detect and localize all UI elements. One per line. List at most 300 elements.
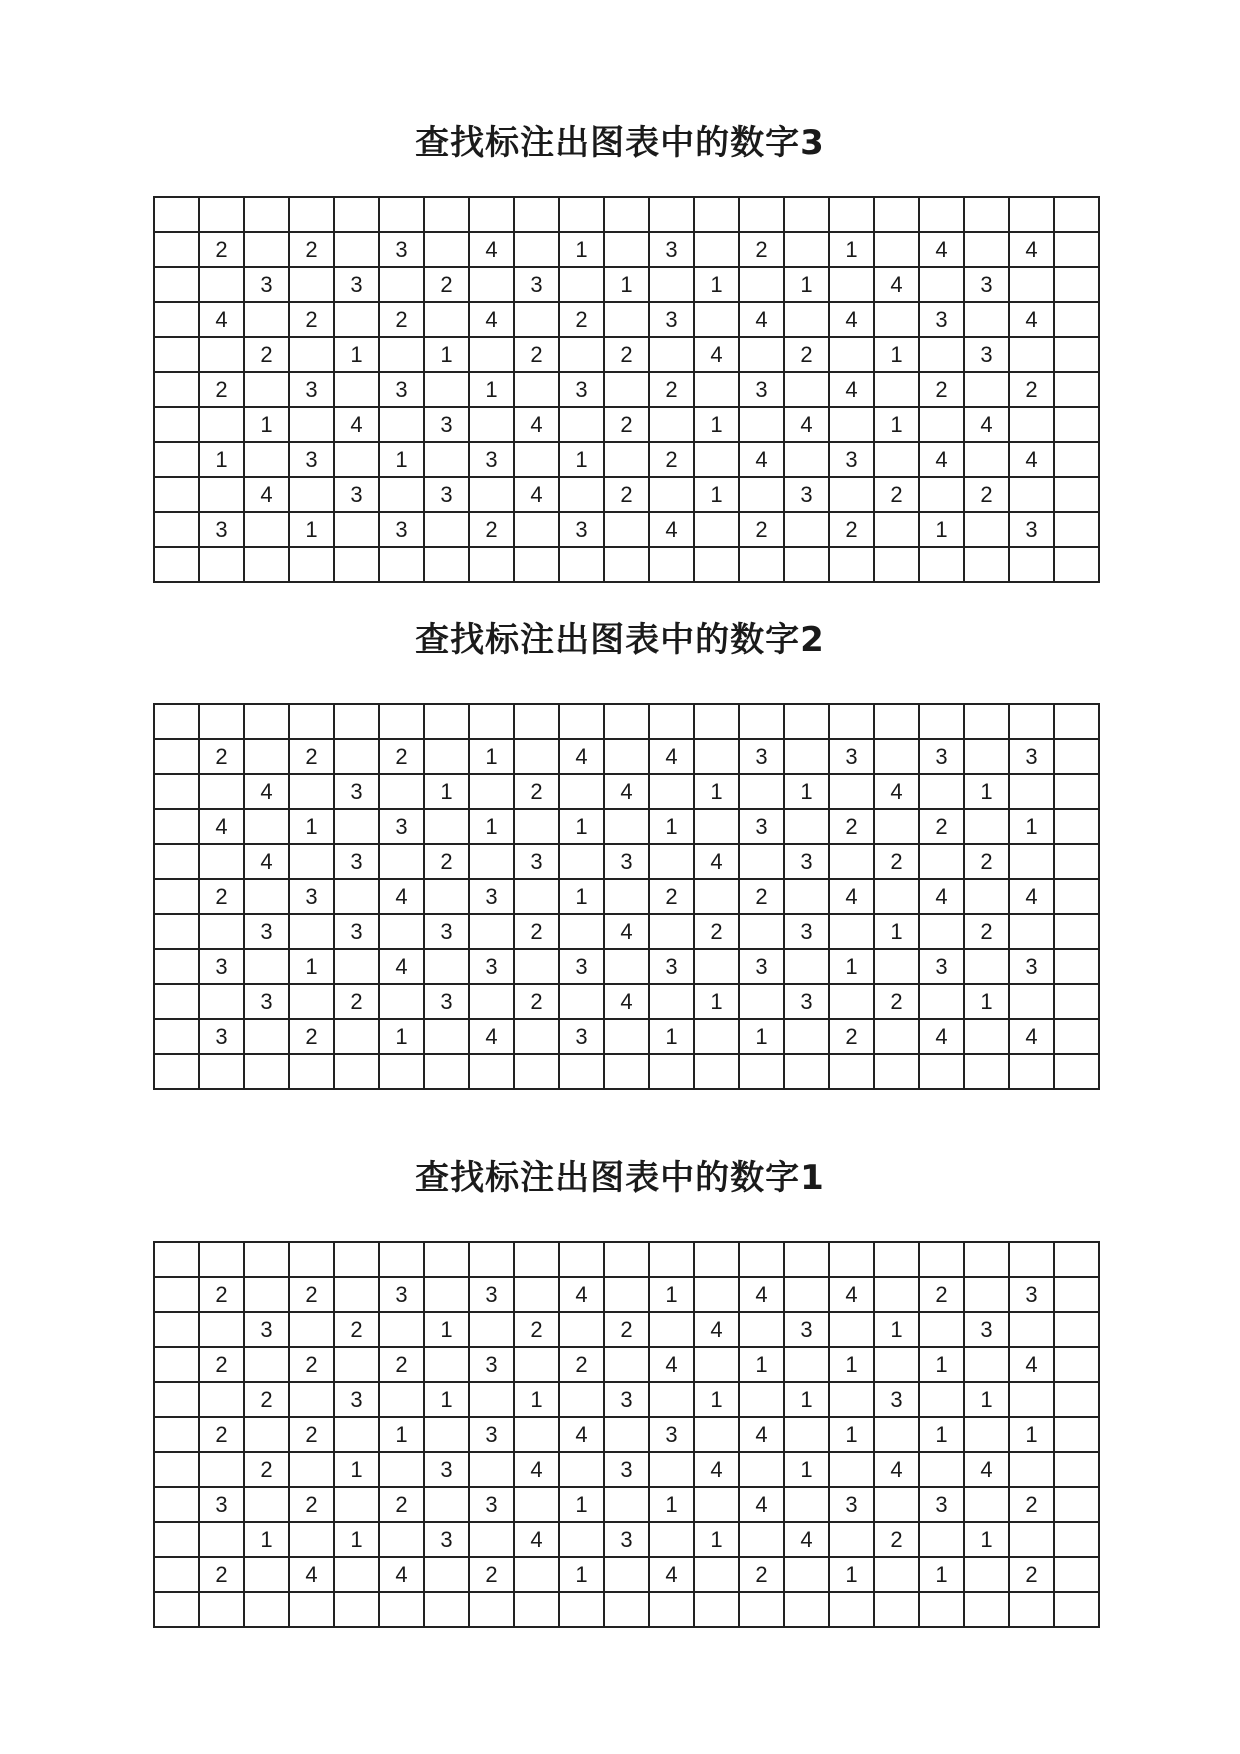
grid-cell[interactable]: 1 bbox=[784, 1382, 829, 1417]
grid-cell[interactable] bbox=[1054, 949, 1099, 984]
grid-cell[interactable] bbox=[244, 739, 289, 774]
grid-cell[interactable] bbox=[874, 1347, 919, 1382]
grid-cell[interactable] bbox=[424, 1592, 469, 1627]
grid-cell[interactable]: 1 bbox=[829, 1417, 874, 1452]
grid-cell[interactable] bbox=[649, 914, 694, 949]
grid-cell[interactable]: 1 bbox=[829, 232, 874, 267]
grid-cell[interactable]: 2 bbox=[1009, 1487, 1054, 1522]
grid-cell[interactable] bbox=[289, 1054, 334, 1089]
grid-cell[interactable] bbox=[694, 1242, 739, 1277]
grid-cell[interactable]: 2 bbox=[289, 1347, 334, 1382]
grid-cell[interactable] bbox=[1054, 267, 1099, 302]
grid-cell[interactable]: 3 bbox=[244, 984, 289, 1019]
grid-cell[interactable] bbox=[964, 197, 1009, 232]
grid-cell[interactable] bbox=[469, 1054, 514, 1089]
grid-cell[interactable]: 4 bbox=[289, 1557, 334, 1592]
grid-cell[interactable] bbox=[1009, 774, 1054, 809]
grid-cell[interactable] bbox=[1054, 1019, 1099, 1054]
grid-cell[interactable]: 2 bbox=[244, 1382, 289, 1417]
grid-cell[interactable] bbox=[379, 1522, 424, 1557]
grid-cell[interactable]: 2 bbox=[829, 512, 874, 547]
grid-cell[interactable] bbox=[424, 1277, 469, 1312]
grid-cell[interactable] bbox=[244, 1242, 289, 1277]
grid-cell[interactable]: 4 bbox=[649, 739, 694, 774]
grid-cell[interactable] bbox=[784, 739, 829, 774]
grid-cell[interactable] bbox=[964, 1054, 1009, 1089]
grid-cell[interactable] bbox=[919, 267, 964, 302]
grid-cell[interactable] bbox=[154, 809, 199, 844]
grid-cell[interactable] bbox=[199, 1312, 244, 1347]
grid-cell[interactable] bbox=[334, 1277, 379, 1312]
grid-cell[interactable] bbox=[289, 267, 334, 302]
grid-cell[interactable] bbox=[334, 302, 379, 337]
grid-cell[interactable] bbox=[334, 1347, 379, 1382]
grid-cell[interactable] bbox=[289, 407, 334, 442]
grid-cell[interactable]: 3 bbox=[964, 1312, 1009, 1347]
grid-cell[interactable]: 3 bbox=[1009, 1277, 1054, 1312]
grid-cell[interactable] bbox=[829, 914, 874, 949]
grid-cell[interactable] bbox=[244, 232, 289, 267]
grid-cell[interactable]: 3 bbox=[289, 372, 334, 407]
grid-cell[interactable]: 4 bbox=[469, 302, 514, 337]
grid-cell[interactable] bbox=[1009, 337, 1054, 372]
grid-cell[interactable]: 1 bbox=[649, 1487, 694, 1522]
grid-cell[interactable]: 1 bbox=[739, 1019, 784, 1054]
grid-cell[interactable] bbox=[154, 739, 199, 774]
grid-cell[interactable]: 4 bbox=[829, 302, 874, 337]
grid-cell[interactable] bbox=[514, 512, 559, 547]
grid-cell[interactable] bbox=[154, 302, 199, 337]
grid-cell[interactable] bbox=[604, 1277, 649, 1312]
grid-cell[interactable]: 4 bbox=[1009, 879, 1054, 914]
grid-cell[interactable] bbox=[289, 1242, 334, 1277]
grid-cell[interactable] bbox=[1054, 407, 1099, 442]
grid-cell[interactable] bbox=[469, 844, 514, 879]
grid-cell[interactable]: 3 bbox=[829, 739, 874, 774]
grid-cell[interactable]: 4 bbox=[379, 949, 424, 984]
grid-cell[interactable] bbox=[1009, 1452, 1054, 1487]
grid-cell[interactable] bbox=[784, 372, 829, 407]
grid-cell[interactable] bbox=[829, 704, 874, 739]
grid-cell[interactable] bbox=[829, 407, 874, 442]
grid-cell[interactable] bbox=[154, 949, 199, 984]
grid-cell[interactable]: 3 bbox=[379, 232, 424, 267]
grid-cell[interactable] bbox=[334, 809, 379, 844]
grid-cell[interactable]: 2 bbox=[199, 1347, 244, 1382]
grid-cell[interactable]: 1 bbox=[649, 809, 694, 844]
grid-cell[interactable] bbox=[829, 1312, 874, 1347]
grid-cell[interactable] bbox=[1009, 547, 1054, 582]
grid-cell[interactable]: 1 bbox=[379, 442, 424, 477]
grid-cell[interactable]: 2 bbox=[649, 879, 694, 914]
grid-cell[interactable] bbox=[739, 1592, 784, 1627]
grid-cell[interactable] bbox=[919, 337, 964, 372]
grid-cell[interactable] bbox=[874, 512, 919, 547]
grid-cell[interactable] bbox=[514, 1417, 559, 1452]
grid-cell[interactable]: 2 bbox=[199, 1557, 244, 1592]
grid-cell[interactable] bbox=[334, 1054, 379, 1089]
grid-cell[interactable] bbox=[424, 547, 469, 582]
grid-cell[interactable]: 3 bbox=[784, 844, 829, 879]
grid-cell[interactable]: 4 bbox=[649, 1347, 694, 1382]
grid-cell[interactable] bbox=[694, 1417, 739, 1452]
grid-cell[interactable] bbox=[604, 1487, 649, 1522]
grid-cell[interactable] bbox=[874, 1019, 919, 1054]
grid-cell[interactable]: 4 bbox=[469, 1019, 514, 1054]
grid-cell[interactable] bbox=[469, 1522, 514, 1557]
grid-cell[interactable] bbox=[199, 1242, 244, 1277]
grid-cell[interactable]: 4 bbox=[1009, 442, 1054, 477]
grid-cell[interactable] bbox=[154, 844, 199, 879]
grid-cell[interactable]: 1 bbox=[649, 1019, 694, 1054]
grid-cell[interactable]: 1 bbox=[919, 512, 964, 547]
grid-cell[interactable] bbox=[559, 1452, 604, 1487]
grid-cell[interactable]: 1 bbox=[244, 1522, 289, 1557]
grid-cell[interactable]: 2 bbox=[334, 984, 379, 1019]
grid-cell[interactable]: 1 bbox=[964, 774, 1009, 809]
grid-cell[interactable] bbox=[559, 984, 604, 1019]
grid-cell[interactable] bbox=[424, 372, 469, 407]
grid-cell[interactable] bbox=[559, 477, 604, 512]
grid-cell[interactable]: 3 bbox=[1009, 512, 1054, 547]
grid-cell[interactable] bbox=[1009, 267, 1054, 302]
grid-cell[interactable]: 3 bbox=[514, 267, 559, 302]
grid-cell[interactable]: 3 bbox=[559, 1019, 604, 1054]
grid-cell[interactable] bbox=[694, 442, 739, 477]
grid-cell[interactable] bbox=[154, 774, 199, 809]
grid-cell[interactable] bbox=[694, 1054, 739, 1089]
grid-cell[interactable] bbox=[559, 1242, 604, 1277]
grid-cell[interactable]: 4 bbox=[559, 739, 604, 774]
grid-cell[interactable]: 4 bbox=[1009, 1019, 1054, 1054]
grid-cell[interactable]: 1 bbox=[559, 1487, 604, 1522]
grid-cell[interactable]: 3 bbox=[829, 442, 874, 477]
grid-cell[interactable]: 4 bbox=[649, 1557, 694, 1592]
grid-cell[interactable] bbox=[874, 232, 919, 267]
grid-cell[interactable] bbox=[244, 442, 289, 477]
grid-cell[interactable]: 4 bbox=[739, 302, 784, 337]
grid-cell[interactable]: 4 bbox=[739, 1487, 784, 1522]
grid-cell[interactable]: 1 bbox=[694, 1522, 739, 1557]
grid-cell[interactable] bbox=[154, 442, 199, 477]
grid-cell[interactable]: 2 bbox=[289, 1277, 334, 1312]
grid-cell[interactable] bbox=[604, 1557, 649, 1592]
grid-cell[interactable]: 4 bbox=[874, 774, 919, 809]
grid-cell[interactable] bbox=[154, 1557, 199, 1592]
grid-cell[interactable] bbox=[964, 547, 1009, 582]
grid-cell[interactable] bbox=[514, 879, 559, 914]
grid-cell[interactable]: 1 bbox=[469, 739, 514, 774]
grid-cell[interactable] bbox=[469, 704, 514, 739]
grid-cell[interactable] bbox=[514, 1592, 559, 1627]
grid-cell[interactable] bbox=[739, 1242, 784, 1277]
grid-cell[interactable] bbox=[559, 267, 604, 302]
grid-cell[interactable]: 2 bbox=[514, 984, 559, 1019]
grid-cell[interactable] bbox=[559, 914, 604, 949]
grid-cell[interactable] bbox=[694, 704, 739, 739]
grid-cell[interactable] bbox=[739, 267, 784, 302]
grid-cell[interactable] bbox=[919, 1312, 964, 1347]
grid-cell[interactable]: 2 bbox=[379, 1347, 424, 1382]
grid-cell[interactable] bbox=[694, 1019, 739, 1054]
grid-cell[interactable]: 3 bbox=[199, 512, 244, 547]
grid-cell[interactable] bbox=[334, 1557, 379, 1592]
grid-cell[interactable] bbox=[559, 407, 604, 442]
grid-cell[interactable]: 2 bbox=[964, 844, 1009, 879]
grid-cell[interactable] bbox=[424, 704, 469, 739]
grid-cell[interactable] bbox=[514, 232, 559, 267]
grid-cell[interactable] bbox=[514, 1487, 559, 1522]
grid-cell[interactable]: 2 bbox=[379, 1487, 424, 1522]
grid-cell[interactable] bbox=[244, 1417, 289, 1452]
grid-cell[interactable] bbox=[514, 1019, 559, 1054]
grid-cell[interactable] bbox=[1054, 442, 1099, 477]
grid-cell[interactable] bbox=[379, 914, 424, 949]
grid-cell[interactable]: 3 bbox=[469, 879, 514, 914]
grid-cell[interactable] bbox=[964, 949, 1009, 984]
grid-cell[interactable] bbox=[604, 232, 649, 267]
grid-cell[interactable]: 1 bbox=[514, 1382, 559, 1417]
grid-cell[interactable]: 4 bbox=[1009, 302, 1054, 337]
grid-cell[interactable] bbox=[334, 704, 379, 739]
grid-cell[interactable]: 4 bbox=[244, 774, 289, 809]
grid-cell[interactable]: 1 bbox=[694, 984, 739, 1019]
grid-cell[interactable] bbox=[604, 1242, 649, 1277]
grid-cell[interactable]: 1 bbox=[919, 1417, 964, 1452]
grid-cell[interactable] bbox=[739, 337, 784, 372]
grid-cell[interactable] bbox=[784, 1592, 829, 1627]
grid-cell[interactable]: 2 bbox=[379, 302, 424, 337]
grid-cell[interactable] bbox=[784, 1277, 829, 1312]
grid-cell[interactable]: 4 bbox=[199, 809, 244, 844]
grid-cell[interactable]: 1 bbox=[1009, 1417, 1054, 1452]
grid-cell[interactable] bbox=[784, 232, 829, 267]
grid-cell[interactable] bbox=[469, 1242, 514, 1277]
grid-cell[interactable] bbox=[964, 1019, 1009, 1054]
grid-cell[interactable]: 3 bbox=[784, 1312, 829, 1347]
grid-cell[interactable]: 4 bbox=[514, 1452, 559, 1487]
grid-cell[interactable] bbox=[334, 547, 379, 582]
grid-cell[interactable] bbox=[784, 442, 829, 477]
grid-cell[interactable] bbox=[154, 914, 199, 949]
grid-cell[interactable] bbox=[379, 774, 424, 809]
grid-cell[interactable] bbox=[424, 442, 469, 477]
grid-cell[interactable] bbox=[244, 1347, 289, 1382]
grid-cell[interactable]: 2 bbox=[1009, 372, 1054, 407]
grid-cell[interactable]: 4 bbox=[1009, 232, 1054, 267]
grid-cell[interactable] bbox=[514, 1557, 559, 1592]
grid-cell[interactable] bbox=[379, 1452, 424, 1487]
grid-cell[interactable]: 2 bbox=[514, 774, 559, 809]
grid-cell[interactable]: 3 bbox=[469, 1277, 514, 1312]
grid-cell[interactable]: 3 bbox=[334, 267, 379, 302]
grid-cell[interactable]: 3 bbox=[919, 949, 964, 984]
grid-cell[interactable] bbox=[469, 984, 514, 1019]
grid-cell[interactable] bbox=[874, 302, 919, 337]
grid-cell[interactable] bbox=[514, 1242, 559, 1277]
grid-cell[interactable] bbox=[964, 704, 1009, 739]
grid-cell[interactable]: 1 bbox=[469, 372, 514, 407]
grid-cell[interactable] bbox=[784, 1487, 829, 1522]
grid-cell[interactable] bbox=[874, 879, 919, 914]
grid-cell[interactable] bbox=[514, 442, 559, 477]
grid-cell[interactable] bbox=[244, 704, 289, 739]
grid-cell[interactable]: 3 bbox=[559, 512, 604, 547]
grid-cell[interactable] bbox=[829, 477, 874, 512]
grid-cell[interactable] bbox=[1054, 1592, 1099, 1627]
grid-cell[interactable] bbox=[649, 337, 694, 372]
grid-cell[interactable] bbox=[514, 302, 559, 337]
grid-cell[interactable]: 2 bbox=[424, 844, 469, 879]
grid-cell[interactable]: 2 bbox=[379, 739, 424, 774]
grid-cell[interactable]: 2 bbox=[829, 809, 874, 844]
grid-cell[interactable] bbox=[1009, 1592, 1054, 1627]
grid-cell[interactable] bbox=[334, 879, 379, 914]
grid-cell[interactable] bbox=[199, 774, 244, 809]
grid-cell[interactable] bbox=[964, 1487, 1009, 1522]
grid-cell[interactable] bbox=[469, 774, 514, 809]
grid-cell[interactable] bbox=[874, 704, 919, 739]
grid-cell[interactable]: 3 bbox=[919, 739, 964, 774]
grid-cell[interactable] bbox=[919, 1242, 964, 1277]
grid-cell[interactable]: 1 bbox=[289, 809, 334, 844]
grid-cell[interactable] bbox=[829, 197, 874, 232]
grid-cell[interactable] bbox=[514, 949, 559, 984]
grid-cell[interactable] bbox=[154, 704, 199, 739]
grid-cell[interactable] bbox=[514, 1277, 559, 1312]
grid-cell[interactable] bbox=[829, 984, 874, 1019]
grid-cell[interactable] bbox=[559, 844, 604, 879]
grid-cell[interactable] bbox=[154, 1452, 199, 1487]
grid-cell[interactable] bbox=[694, 1277, 739, 1312]
grid-cell[interactable] bbox=[784, 1019, 829, 1054]
grid-cell[interactable] bbox=[784, 809, 829, 844]
grid-cell[interactable] bbox=[379, 407, 424, 442]
grid-cell[interactable]: 1 bbox=[334, 337, 379, 372]
grid-cell[interactable] bbox=[604, 1019, 649, 1054]
grid-cell[interactable]: 1 bbox=[694, 1382, 739, 1417]
grid-cell[interactable]: 1 bbox=[289, 512, 334, 547]
grid-cell[interactable]: 1 bbox=[829, 949, 874, 984]
grid-cell[interactable] bbox=[649, 477, 694, 512]
grid-cell[interactable] bbox=[604, 1054, 649, 1089]
grid-cell[interactable]: 3 bbox=[199, 1487, 244, 1522]
grid-cell[interactable]: 2 bbox=[289, 1417, 334, 1452]
grid-cell[interactable]: 4 bbox=[244, 477, 289, 512]
grid-cell[interactable]: 2 bbox=[919, 372, 964, 407]
grid-cell[interactable] bbox=[649, 267, 694, 302]
grid-cell[interactable]: 4 bbox=[604, 914, 649, 949]
grid-cell[interactable] bbox=[514, 197, 559, 232]
grid-cell[interactable] bbox=[964, 1347, 1009, 1382]
grid-cell[interactable] bbox=[694, 232, 739, 267]
grid-cell[interactable] bbox=[424, 1487, 469, 1522]
grid-cell[interactable] bbox=[469, 1452, 514, 1487]
grid-cell[interactable] bbox=[559, 197, 604, 232]
grid-cell[interactable] bbox=[469, 197, 514, 232]
grid-cell[interactable] bbox=[289, 984, 334, 1019]
grid-cell[interactable]: 4 bbox=[874, 1452, 919, 1487]
grid-cell[interactable] bbox=[1054, 512, 1099, 547]
grid-cell[interactable]: 4 bbox=[559, 1277, 604, 1312]
grid-cell[interactable] bbox=[1054, 774, 1099, 809]
grid-cell[interactable]: 4 bbox=[379, 1557, 424, 1592]
grid-cell[interactable]: 4 bbox=[1009, 1347, 1054, 1382]
grid-cell[interactable] bbox=[964, 739, 1009, 774]
grid-cell[interactable]: 2 bbox=[874, 1522, 919, 1557]
grid-cell[interactable] bbox=[649, 984, 694, 1019]
grid-cell[interactable] bbox=[154, 1019, 199, 1054]
grid-cell[interactable]: 4 bbox=[919, 232, 964, 267]
grid-cell[interactable]: 4 bbox=[469, 232, 514, 267]
grid-cell[interactable] bbox=[1009, 197, 1054, 232]
grid-cell[interactable] bbox=[154, 197, 199, 232]
grid-cell[interactable] bbox=[154, 337, 199, 372]
grid-cell[interactable] bbox=[1009, 1522, 1054, 1557]
grid-cell[interactable] bbox=[154, 477, 199, 512]
grid-cell[interactable] bbox=[424, 512, 469, 547]
grid-cell[interactable]: 2 bbox=[244, 1452, 289, 1487]
grid-cell[interactable]: 4 bbox=[694, 337, 739, 372]
grid-cell[interactable] bbox=[829, 1382, 874, 1417]
grid-cell[interactable] bbox=[784, 949, 829, 984]
grid-cell[interactable] bbox=[424, 1417, 469, 1452]
grid-cell[interactable]: 4 bbox=[784, 1522, 829, 1557]
grid-cell[interactable] bbox=[244, 1557, 289, 1592]
grid-cell[interactable] bbox=[289, 774, 334, 809]
grid-cell[interactable] bbox=[1054, 704, 1099, 739]
grid-cell[interactable] bbox=[649, 844, 694, 879]
grid-cell[interactable] bbox=[289, 914, 334, 949]
grid-cell[interactable] bbox=[829, 1522, 874, 1557]
grid-cell[interactable] bbox=[289, 1452, 334, 1487]
grid-cell[interactable]: 3 bbox=[739, 372, 784, 407]
grid-cell[interactable]: 4 bbox=[514, 477, 559, 512]
grid-cell[interactable]: 3 bbox=[379, 512, 424, 547]
grid-cell[interactable] bbox=[154, 1277, 199, 1312]
grid-cell[interactable]: 4 bbox=[694, 844, 739, 879]
grid-cell[interactable] bbox=[784, 879, 829, 914]
grid-cell[interactable] bbox=[514, 1054, 559, 1089]
grid-cell[interactable] bbox=[469, 1382, 514, 1417]
grid-cell[interactable] bbox=[784, 1557, 829, 1592]
grid-cell[interactable] bbox=[604, 372, 649, 407]
grid-cell[interactable] bbox=[154, 1487, 199, 1522]
grid-cell[interactable]: 2 bbox=[964, 477, 1009, 512]
grid-cell[interactable]: 3 bbox=[559, 372, 604, 407]
grid-cell[interactable]: 3 bbox=[559, 949, 604, 984]
grid-cell[interactable] bbox=[694, 879, 739, 914]
grid-cell[interactable] bbox=[334, 1417, 379, 1452]
grid-cell[interactable] bbox=[424, 1347, 469, 1382]
grid-cell[interactable] bbox=[244, 547, 289, 582]
grid-cell[interactable] bbox=[199, 547, 244, 582]
grid-cell[interactable]: 2 bbox=[199, 1417, 244, 1452]
grid-cell[interactable]: 4 bbox=[919, 1019, 964, 1054]
grid-cell[interactable] bbox=[604, 547, 649, 582]
grid-cell[interactable]: 2 bbox=[244, 337, 289, 372]
grid-cell[interactable] bbox=[964, 1417, 1009, 1452]
grid-cell[interactable]: 2 bbox=[694, 914, 739, 949]
grid-cell[interactable]: 1 bbox=[424, 774, 469, 809]
grid-cell[interactable]: 4 bbox=[604, 984, 649, 1019]
grid-cell[interactable]: 1 bbox=[334, 1452, 379, 1487]
grid-cell[interactable] bbox=[604, 739, 649, 774]
grid-cell[interactable] bbox=[1054, 197, 1099, 232]
grid-cell[interactable]: 1 bbox=[379, 1417, 424, 1452]
grid-cell[interactable] bbox=[154, 1312, 199, 1347]
grid-cell[interactable]: 3 bbox=[424, 914, 469, 949]
